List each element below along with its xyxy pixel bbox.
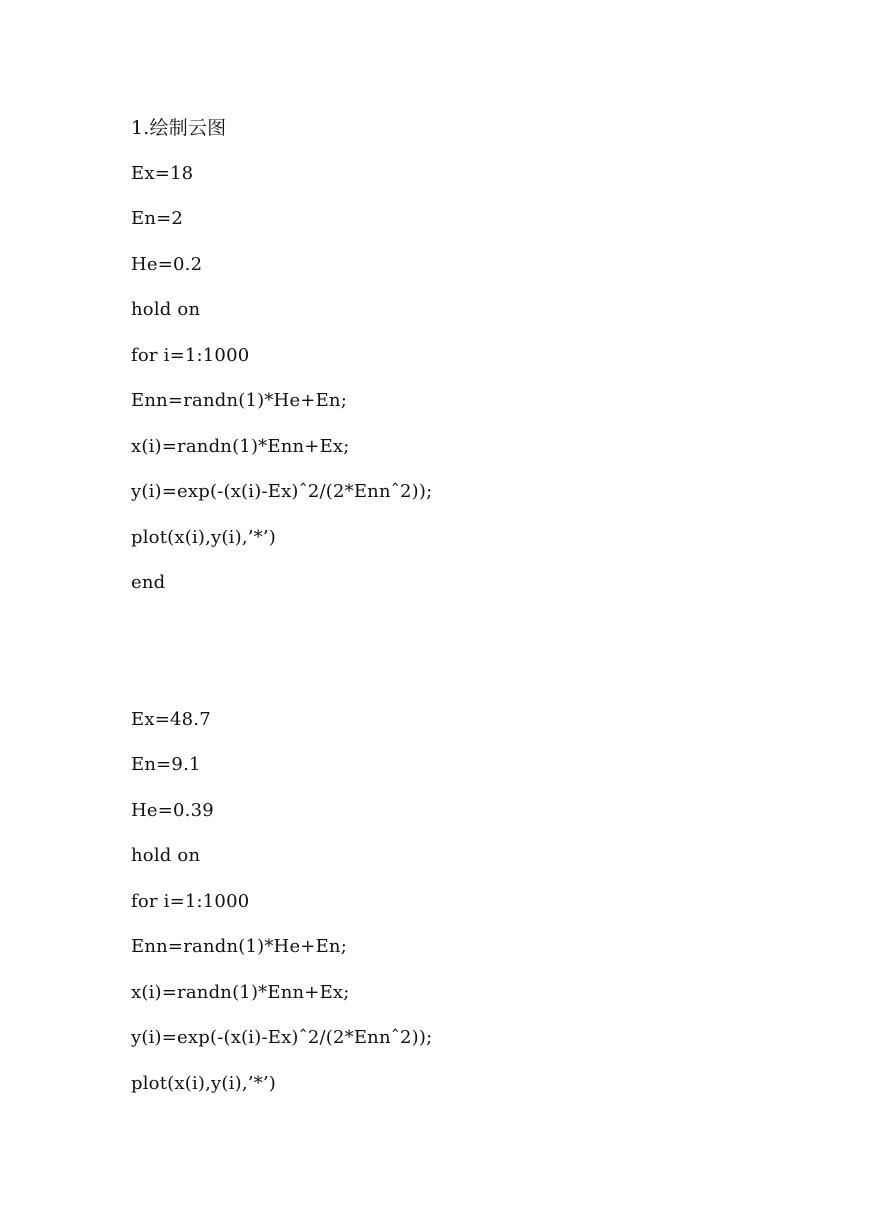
- code-line: y(i)=exp(-(x(i)-Ex)ˆ2/(2*Ennˆ2));: [131, 1027, 433, 1048]
- code-line: end: [131, 572, 166, 593]
- code-line: En=2: [131, 208, 184, 229]
- document-content: [131, 114, 831, 1115]
- code-line: hold on: [131, 299, 201, 320]
- code-line: y(i)=exp(-(x(i)-Ex)ˆ2/(2*Ennˆ2));: [131, 481, 433, 502]
- code-line: x(i)=randn(1)*Enn+Ex;: [131, 981, 350, 1003]
- code-line: for i=1:1000: [131, 344, 250, 366]
- code-block-1: [131, 160, 831, 615]
- code-line: Ex=48.7: [131, 708, 211, 730]
- code-line: x(i)=randn(1)*Enn+Ex;: [131, 435, 350, 457]
- code-line: Ex=18: [131, 162, 194, 184]
- code-line: He=0.39: [131, 799, 214, 821]
- code-line: for i=1:1000: [131, 890, 250, 912]
- code-line: En=9.1: [131, 754, 201, 775]
- code-line: plot(x(i),y(i),’*’): [131, 526, 277, 548]
- code-line: hold on: [131, 845, 201, 866]
- code-block-2: [131, 706, 831, 1116]
- blank-space: [131, 615, 831, 706]
- code-line: Enn=randn(1)*He+En;: [131, 390, 347, 411]
- code-line: Enn=randn(1)*He+En;: [131, 936, 347, 957]
- code-line: He=0.2: [131, 253, 203, 275]
- section-heading: 1.绘制云图: [131, 117, 227, 139]
- code-line: plot(x(i),y(i),’*’): [131, 1072, 277, 1094]
